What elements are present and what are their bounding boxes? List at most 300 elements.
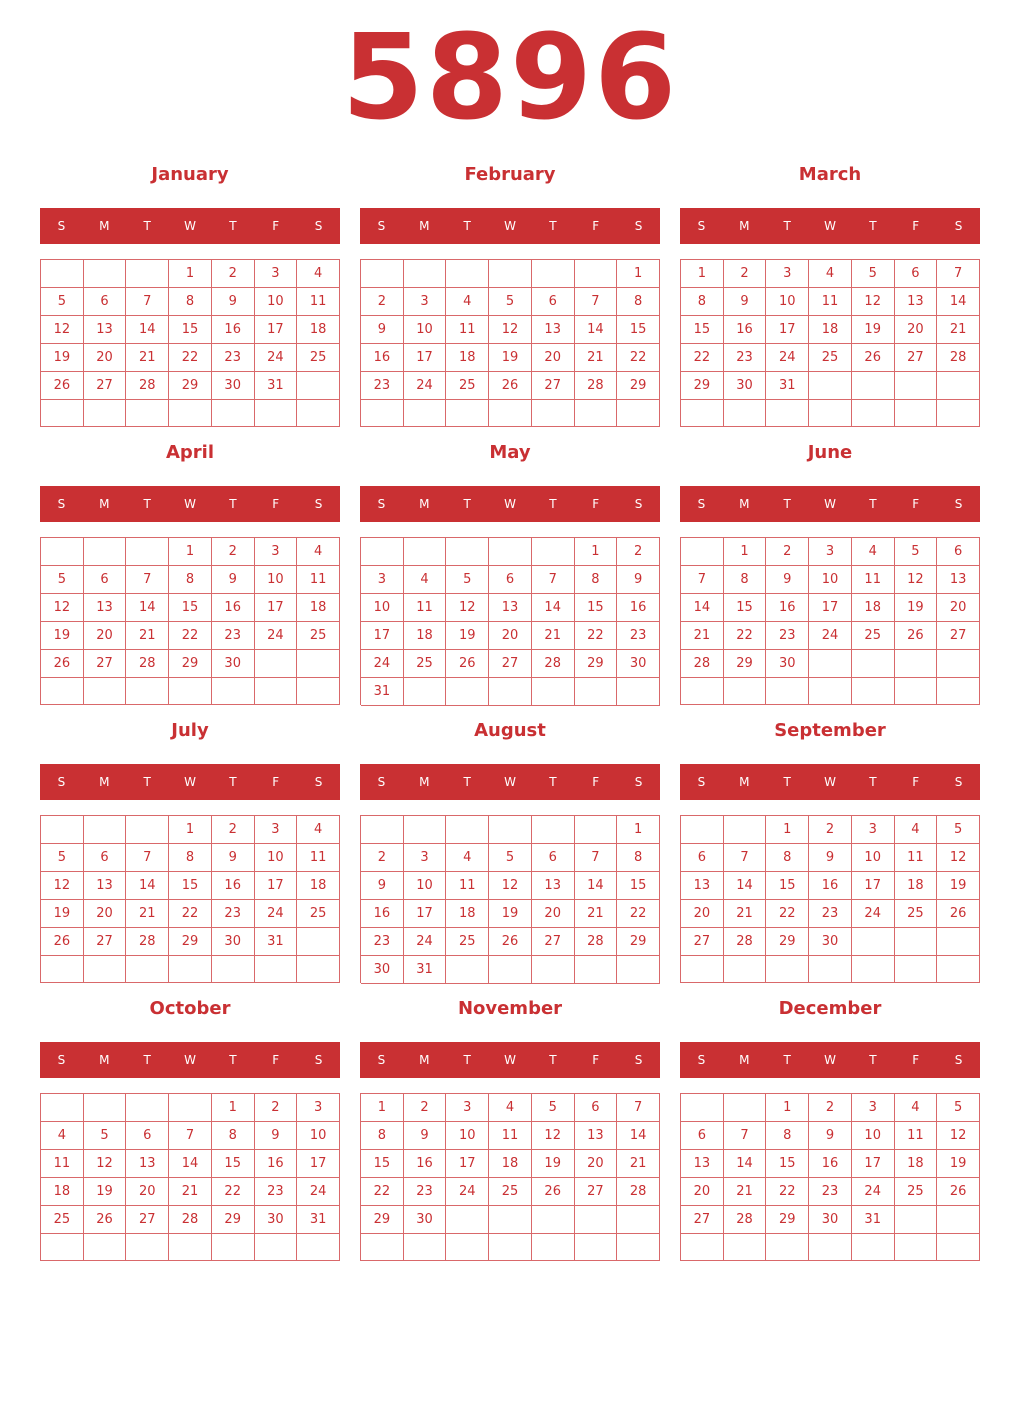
- weekday-header: [360, 486, 660, 522]
- day-cell: 16: [724, 316, 767, 344]
- day-cell: 11: [895, 844, 938, 872]
- weekday-header: [40, 764, 340, 800]
- empty-cell: [84, 1094, 127, 1122]
- day-cell: 28: [937, 344, 980, 372]
- empty-cell: [169, 956, 212, 983]
- day-cell: 23: [212, 622, 255, 650]
- weekday-label: W: [184, 775, 196, 789]
- empty-cell: [446, 678, 489, 706]
- day-cell: 7: [937, 260, 980, 288]
- day-cell: 16: [212, 872, 255, 900]
- empty-cell: [169, 1094, 212, 1122]
- weekday-header: [680, 486, 980, 522]
- weekday-label: W: [184, 219, 196, 233]
- day-cell: 4: [895, 816, 938, 844]
- day-cell: 25: [809, 344, 852, 372]
- weekday-label: F: [912, 497, 920, 511]
- day-cell: 12: [895, 566, 938, 594]
- day-cell: 18: [446, 900, 489, 928]
- day-cell: 25: [404, 650, 447, 678]
- day-cell: 28: [532, 650, 575, 678]
- day-cell: 9: [617, 566, 660, 594]
- day-cell: 3: [404, 844, 447, 872]
- day-cell: 10: [255, 288, 298, 316]
- day-cell: 23: [617, 622, 660, 650]
- day-cell: 13: [681, 1150, 724, 1178]
- weekday-label: M: [99, 1053, 110, 1067]
- day-cell: 4: [297, 260, 340, 288]
- month-title: July: [171, 720, 209, 741]
- day-cell: 25: [446, 928, 489, 956]
- day-cell: 22: [681, 344, 724, 372]
- day-cell: 28: [575, 372, 618, 400]
- day-cell: 24: [255, 900, 298, 928]
- month-title: June: [807, 442, 853, 463]
- weekday-label: T: [869, 219, 877, 233]
- day-cell: 22: [361, 1178, 404, 1206]
- weekday-label: T: [463, 775, 471, 789]
- day-cell: 15: [575, 594, 618, 622]
- weekday-label: T: [143, 219, 151, 233]
- day-cell: 14: [126, 594, 169, 622]
- empty-cell: [766, 1234, 809, 1261]
- weekday-header: [680, 764, 980, 800]
- day-cell: 24: [446, 1178, 489, 1206]
- day-cell: 5: [852, 260, 895, 288]
- empty-cell: [41, 678, 84, 705]
- day-cell: 27: [681, 928, 724, 956]
- day-cell: 5: [446, 566, 489, 594]
- day-cell: 30: [255, 1206, 298, 1234]
- day-cell: 15: [617, 316, 660, 344]
- empty-cell: [575, 956, 618, 984]
- day-cell: 24: [361, 650, 404, 678]
- day-cell: 24: [297, 1178, 340, 1206]
- day-cell: 28: [126, 928, 169, 956]
- weekday-label: S: [314, 775, 323, 789]
- day-cell: 5: [489, 288, 532, 316]
- day-cell: 21: [724, 1178, 767, 1206]
- day-cell: 10: [809, 566, 852, 594]
- empty-cell: [895, 650, 938, 678]
- weekday-label: T: [869, 775, 877, 789]
- day-cell: 4: [895, 1094, 938, 1122]
- day-cell: 25: [297, 344, 340, 372]
- day-cell: 4: [852, 538, 895, 566]
- day-cell: 6: [84, 288, 127, 316]
- day-cell: 1: [169, 538, 212, 566]
- day-cell: 19: [895, 594, 938, 622]
- day-cell: 29: [212, 1206, 255, 1234]
- weekday-label: S: [634, 219, 643, 233]
- day-cell: 10: [446, 1122, 489, 1150]
- day-cell: 23: [255, 1178, 298, 1206]
- day-cell: 6: [84, 566, 127, 594]
- weekday-label: S: [314, 219, 323, 233]
- empty-cell: [489, 816, 532, 844]
- day-cell: 2: [809, 816, 852, 844]
- weekday-label: W: [504, 219, 516, 233]
- empty-cell: [575, 678, 618, 706]
- day-cell: 26: [446, 650, 489, 678]
- day-cell: 18: [446, 344, 489, 372]
- empty-cell: [126, 956, 169, 983]
- day-cell: 13: [84, 594, 127, 622]
- day-cell: 1: [766, 1094, 809, 1122]
- empty-cell: [617, 956, 660, 984]
- day-cell: 5: [84, 1122, 127, 1150]
- day-cell: 14: [575, 872, 618, 900]
- weekday-label: W: [824, 219, 836, 233]
- day-cell: 27: [84, 928, 127, 956]
- day-cell: 12: [446, 594, 489, 622]
- day-cell: 30: [809, 928, 852, 956]
- day-cell: 17: [446, 1150, 489, 1178]
- day-cell: 26: [532, 1178, 575, 1206]
- day-cell: 27: [126, 1206, 169, 1234]
- empty-cell: [681, 1094, 724, 1122]
- empty-cell: [84, 956, 127, 983]
- empty-cell: [809, 372, 852, 400]
- day-cell: 24: [404, 928, 447, 956]
- day-cell: 22: [169, 900, 212, 928]
- weekday-label: M: [739, 219, 750, 233]
- empty-cell: [41, 1094, 84, 1122]
- day-cell: 24: [766, 344, 809, 372]
- weekday-header: [40, 486, 340, 522]
- day-cell: 19: [532, 1150, 575, 1178]
- empty-cell: [852, 956, 895, 983]
- weekday-label: M: [739, 775, 750, 789]
- day-cell: 17: [255, 594, 298, 622]
- day-cell: 9: [404, 1122, 447, 1150]
- empty-cell: [489, 260, 532, 288]
- day-grid: [360, 815, 660, 983]
- day-cell: 29: [766, 928, 809, 956]
- day-cell: 4: [809, 260, 852, 288]
- weekday-label: M: [419, 775, 430, 789]
- day-cell: 11: [297, 566, 340, 594]
- day-cell: 11: [489, 1122, 532, 1150]
- day-cell: 1: [766, 816, 809, 844]
- empty-cell: [937, 400, 980, 427]
- day-cell: 16: [361, 900, 404, 928]
- weekday-label: T: [783, 1053, 791, 1067]
- weekday-label: F: [272, 497, 280, 511]
- day-cell: 11: [852, 566, 895, 594]
- weekday-header: [680, 208, 980, 244]
- day-cell: 22: [575, 622, 618, 650]
- day-cell: 20: [532, 900, 575, 928]
- day-cell: 20: [681, 1178, 724, 1206]
- day-cell: 10: [255, 844, 298, 872]
- weekday-label: M: [99, 775, 110, 789]
- weekday-label: S: [57, 497, 66, 511]
- empty-cell: [617, 1234, 660, 1261]
- day-cell: 19: [489, 344, 532, 372]
- weekday-label: W: [824, 775, 836, 789]
- weekday-label: S: [697, 1053, 706, 1067]
- day-cell: 21: [169, 1178, 212, 1206]
- day-cell: 16: [255, 1150, 298, 1178]
- day-cell: 23: [361, 372, 404, 400]
- day-grid: [40, 259, 340, 427]
- day-cell: 16: [809, 1150, 852, 1178]
- day-cell: 8: [617, 844, 660, 872]
- empty-cell: [809, 400, 852, 427]
- empty-cell: [809, 956, 852, 983]
- day-cell: 2: [212, 816, 255, 844]
- day-cell: 1: [617, 260, 660, 288]
- day-cell: 6: [575, 1094, 618, 1122]
- day-cell: 14: [575, 316, 618, 344]
- day-cell: 6: [532, 844, 575, 872]
- month-title: November: [457, 998, 563, 1019]
- day-cell: 5: [937, 816, 980, 844]
- day-cell: 21: [681, 622, 724, 650]
- day-cell: 23: [361, 928, 404, 956]
- weekday-label: T: [783, 497, 791, 511]
- day-cell: 16: [212, 316, 255, 344]
- day-cell: 26: [852, 344, 895, 372]
- empty-cell: [404, 1234, 447, 1261]
- day-cell: 10: [404, 872, 447, 900]
- weekday-label: T: [463, 219, 471, 233]
- weekday-label: S: [377, 775, 386, 789]
- day-cell: 15: [361, 1150, 404, 1178]
- day-cell: 13: [681, 872, 724, 900]
- day-cell: 28: [724, 1206, 767, 1234]
- empty-cell: [681, 678, 724, 705]
- day-cell: 1: [617, 816, 660, 844]
- day-cell: 5: [41, 288, 84, 316]
- day-cell: 21: [937, 316, 980, 344]
- empty-cell: [937, 1234, 980, 1261]
- weekday-label: F: [272, 775, 280, 789]
- empty-cell: [724, 956, 767, 983]
- day-cell: 31: [404, 956, 447, 984]
- weekday-label: S: [954, 775, 963, 789]
- day-cell: 3: [766, 260, 809, 288]
- empty-cell: [446, 260, 489, 288]
- day-cell: 13: [489, 594, 532, 622]
- day-cell: 22: [212, 1178, 255, 1206]
- empty-cell: [575, 1206, 618, 1234]
- day-cell: 9: [255, 1122, 298, 1150]
- day-cell: 31: [255, 928, 298, 956]
- empty-cell: [937, 928, 980, 956]
- day-cell: 2: [212, 260, 255, 288]
- day-cell: 3: [297, 1094, 340, 1122]
- day-cell: 17: [809, 594, 852, 622]
- empty-cell: [852, 372, 895, 400]
- day-cell: 23: [766, 622, 809, 650]
- day-cell: 16: [617, 594, 660, 622]
- day-cell: 29: [681, 372, 724, 400]
- day-cell: 5: [895, 538, 938, 566]
- day-cell: 18: [297, 594, 340, 622]
- day-cell: 13: [84, 316, 127, 344]
- day-cell: 7: [169, 1122, 212, 1150]
- day-cell: 28: [575, 928, 618, 956]
- weekday-label: W: [504, 497, 516, 511]
- day-cell: 7: [126, 844, 169, 872]
- day-cell: 18: [852, 594, 895, 622]
- weekday-label: S: [314, 1053, 323, 1067]
- empty-cell: [404, 816, 447, 844]
- empty-cell: [41, 1234, 84, 1261]
- day-cell: 21: [126, 900, 169, 928]
- empty-cell: [532, 538, 575, 566]
- day-cell: 18: [895, 1150, 938, 1178]
- empty-cell: [809, 678, 852, 705]
- empty-cell: [255, 1234, 298, 1261]
- day-cell: 3: [809, 538, 852, 566]
- day-cell: 6: [84, 844, 127, 872]
- day-cell: 29: [169, 650, 212, 678]
- weekday-label: S: [634, 775, 643, 789]
- empty-cell: [361, 816, 404, 844]
- day-cell: 31: [361, 678, 404, 706]
- day-cell: 2: [255, 1094, 298, 1122]
- weekday-label: S: [377, 219, 386, 233]
- day-cell: 21: [532, 622, 575, 650]
- day-cell: 12: [41, 872, 84, 900]
- day-cell: 1: [169, 260, 212, 288]
- day-cell: 19: [41, 622, 84, 650]
- weekday-label: F: [592, 497, 600, 511]
- day-cell: 19: [41, 900, 84, 928]
- day-cell: 6: [126, 1122, 169, 1150]
- empty-cell: [681, 1234, 724, 1261]
- day-cell: 24: [255, 622, 298, 650]
- weekday-label: F: [912, 1053, 920, 1067]
- weekday-label: S: [697, 775, 706, 789]
- day-cell: 27: [937, 622, 980, 650]
- weekday-header: [680, 1042, 980, 1078]
- empty-cell: [297, 400, 340, 427]
- day-cell: 28: [617, 1178, 660, 1206]
- empty-cell: [724, 400, 767, 427]
- day-cell: 9: [724, 288, 767, 316]
- empty-cell: [681, 816, 724, 844]
- weekday-label: F: [272, 1053, 280, 1067]
- empty-cell: [212, 956, 255, 983]
- weekday-label: T: [549, 497, 557, 511]
- day-cell: 8: [766, 844, 809, 872]
- day-cell: 4: [446, 844, 489, 872]
- weekday-label: T: [869, 1053, 877, 1067]
- empty-cell: [766, 400, 809, 427]
- empty-cell: [41, 260, 84, 288]
- day-cell: 11: [41, 1150, 84, 1178]
- day-cell: 9: [361, 316, 404, 344]
- month-title: January: [151, 164, 229, 185]
- day-cell: 21: [617, 1150, 660, 1178]
- day-cell: 10: [766, 288, 809, 316]
- empty-cell: [724, 678, 767, 705]
- empty-cell: [895, 1206, 938, 1234]
- day-cell: 9: [809, 1122, 852, 1150]
- month-title: May: [489, 442, 531, 463]
- day-cell: 10: [361, 594, 404, 622]
- day-cell: 5: [41, 844, 84, 872]
- day-cell: 2: [766, 538, 809, 566]
- day-cell: 12: [84, 1150, 127, 1178]
- empty-cell: [212, 678, 255, 705]
- day-cell: 19: [489, 900, 532, 928]
- empty-cell: [575, 400, 618, 427]
- weekday-label: T: [143, 1053, 151, 1067]
- day-cell: 1: [681, 260, 724, 288]
- day-cell: 27: [575, 1178, 618, 1206]
- day-cell: 13: [575, 1122, 618, 1150]
- empty-cell: [84, 1234, 127, 1261]
- day-cell: 6: [489, 566, 532, 594]
- day-cell: 22: [169, 344, 212, 372]
- day-cell: 17: [255, 316, 298, 344]
- weekday-label: M: [99, 219, 110, 233]
- empty-cell: [84, 678, 127, 705]
- day-cell: 11: [404, 594, 447, 622]
- day-cell: 26: [84, 1206, 127, 1234]
- day-cell: 12: [852, 288, 895, 316]
- day-cell: 13: [937, 566, 980, 594]
- empty-cell: [84, 816, 127, 844]
- day-cell: 29: [361, 1206, 404, 1234]
- weekday-label: M: [739, 1053, 750, 1067]
- day-cell: 13: [126, 1150, 169, 1178]
- day-cell: 20: [489, 622, 532, 650]
- day-cell: 24: [809, 622, 852, 650]
- weekday-header: [360, 1042, 660, 1078]
- empty-cell: [895, 928, 938, 956]
- day-cell: 9: [809, 844, 852, 872]
- day-cell: 3: [255, 260, 298, 288]
- day-cell: 25: [895, 1178, 938, 1206]
- day-cell: 19: [446, 622, 489, 650]
- empty-cell: [809, 650, 852, 678]
- empty-cell: [852, 928, 895, 956]
- day-cell: 17: [255, 872, 298, 900]
- day-cell: 21: [126, 622, 169, 650]
- day-grid: [40, 815, 340, 983]
- weekday-label: S: [57, 219, 66, 233]
- day-cell: 17: [297, 1150, 340, 1178]
- weekday-label: M: [419, 1053, 430, 1067]
- day-cell: 4: [41, 1122, 84, 1150]
- day-cell: 9: [766, 566, 809, 594]
- month-title: April: [165, 442, 215, 463]
- day-cell: 5: [532, 1094, 575, 1122]
- empty-cell: [126, 678, 169, 705]
- day-cell: 7: [724, 1122, 767, 1150]
- day-cell: 22: [617, 900, 660, 928]
- day-cell: 7: [126, 288, 169, 316]
- day-cell: 29: [169, 372, 212, 400]
- day-cell: 17: [852, 1150, 895, 1178]
- empty-cell: [297, 956, 340, 983]
- empty-cell: [126, 260, 169, 288]
- weekday-label: T: [549, 775, 557, 789]
- day-cell: 15: [169, 316, 212, 344]
- day-cell: 17: [361, 622, 404, 650]
- day-cell: 23: [809, 1178, 852, 1206]
- empty-cell: [681, 956, 724, 983]
- weekday-label: S: [634, 1053, 643, 1067]
- day-cell: 18: [489, 1150, 532, 1178]
- weekday-label: S: [697, 219, 706, 233]
